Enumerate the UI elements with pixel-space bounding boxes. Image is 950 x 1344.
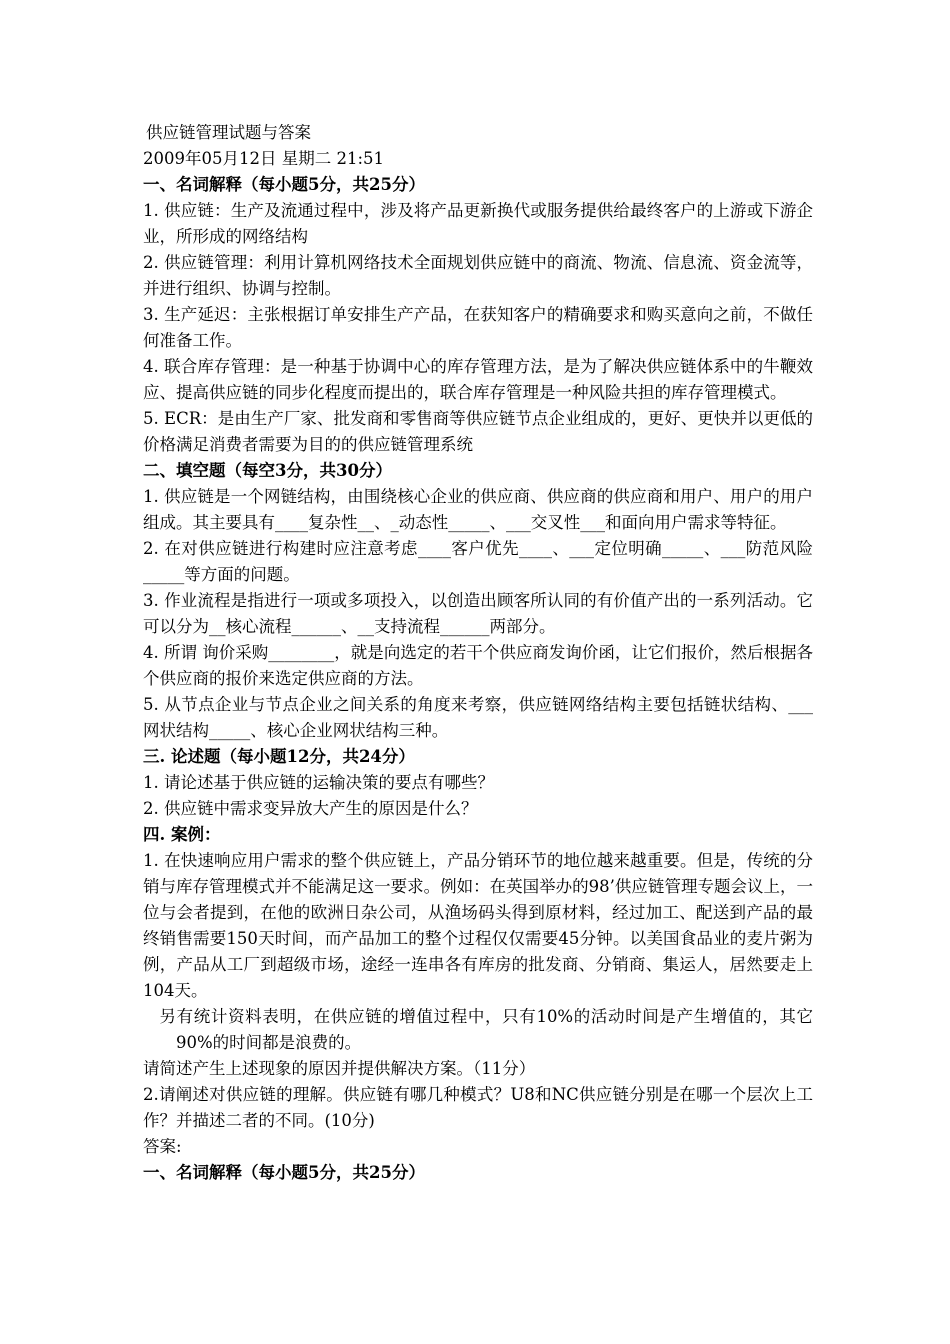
case-paragraph-2: 另有统计资料表明，在供应链的增值过程中，只有10%的活动时间是产生增值的，其它90%的时间都是浪费的。 bbox=[159, 1007, 813, 1052]
answer-section-1-heading: 一、名词解释（每小题5分，共25分） bbox=[143, 1163, 425, 1182]
term-item-3: 3. 生产延迟：主张根据订单安排生产产品，在获知客户的精确要求和购买意向之前，不做任何准备工作。 bbox=[143, 305, 813, 350]
case-question-1: 请简述产生上述现象的原因并提供解决方案。（11分） bbox=[143, 1059, 536, 1078]
term-item-2: 2. 供应链管理：利用计算机网络技术全面规划供应链中的商流、物流、信息流、资金流等，并进行组织、协调与控制。 bbox=[143, 253, 813, 298]
fill-item-4: 4. 所谓 询价采购________，就是向选定的若干个供应商发询价函，让它们报价，然后根据各个供应商的报价来选定供应商的方法。 bbox=[143, 643, 813, 688]
document-page bbox=[143, 120, 813, 1186]
document-date: 2009年05月12日 星期二 21:51 bbox=[143, 149, 385, 168]
section-3-heading: 三. 论述题（每小题12分，共24分） bbox=[143, 747, 415, 766]
term-item-4: 4. 联合库存管理：是一种基于协调中心的库存管理方法，是为了解决供应链体系中的牛鞭效应、提高供应链的同步化程度而提出的，联合库存管理是一种风险共担的库存管理模式。 bbox=[143, 357, 813, 402]
answer-label: 答案: bbox=[143, 1137, 182, 1156]
term-item-5: 5. ECR：是由生产厂家、批发商和零售商等供应链节点企业组成的，更好、更快并以更低的价格满足消费者需要为目的的供应链管理系统 bbox=[143, 409, 813, 454]
section-4-heading: 四. 案例： bbox=[143, 825, 221, 844]
fill-item-1: 1. 供应链是一个网链结构，由围绕核心企业的供应商、供应商的供应商和用户、用户的用户组成。其主要具有____复杂性__、_动态性_____、___交叉性___和面向用户需求等特征。 bbox=[143, 487, 813, 532]
fill-item-2: 2. 在对供应链进行构建时应注意考虑____客户优先____、___定位明确_____、___防范风险_____等方面的问题。 bbox=[143, 539, 813, 584]
essay-item-1: 1. 请论述基于供应链的运输决策的要点有哪些？ bbox=[143, 773, 494, 792]
essay-item-2: 2. 供应链中需求变异放大产生的原因是什么？ bbox=[143, 799, 478, 818]
case-question-2: 2.请阐述对供应链的理解。供应链有哪几种模式？U8和NC供应链分别是在哪一个层次上工作？并描述二者的不同。(10分) bbox=[143, 1085, 813, 1130]
section-1-heading: 一、名词解释（每小题5分，共25分） bbox=[143, 175, 425, 194]
document-title: 供应链管理试题与答案 bbox=[146, 123, 311, 142]
fill-item-5: 5. 从节点企业与节点企业之间关系的角度来考察，供应链网络结构主要包括链状结构、___网状结构_____、核心企业网状结构三种。 bbox=[143, 695, 813, 740]
case-paragraph-1: 1. 在快速响应用户需求的整个供应链上，产品分销环节的地位越来越重要。但是，传统的分销与库存管理模式并不能满足这一要求。例如：在英国举办的98’供应链管理专题会议上，一位与会者提到，在他的欧洲日杂公司，从渔场码头得到原材料，经过加工、配送到产品的最终销售需要150天时间，而产品加工的整个过程仅仅需要45分钟。以美国食品业的麦片粥为例，产品从工厂到超级市场，途经一连串各有库房的批发商、分销商、集运人，居然要走上104天。 bbox=[143, 851, 813, 1000]
term-item-1: 1. 供应链：生产及流通过程中，涉及将产品更新换代或服务提供给最终客户的上游或下游企业，所形成的网络结构 bbox=[143, 201, 813, 246]
section-2-heading: 二、填空题（每空3分，共30分） bbox=[143, 461, 392, 480]
fill-item-3: 3. 作业流程是指进行一项或多项投入，以创造出顾客所认同的有价值产出的一系列活动。它可以分为__核心流程______、__支持流程______两部分。 bbox=[143, 591, 813, 636]
